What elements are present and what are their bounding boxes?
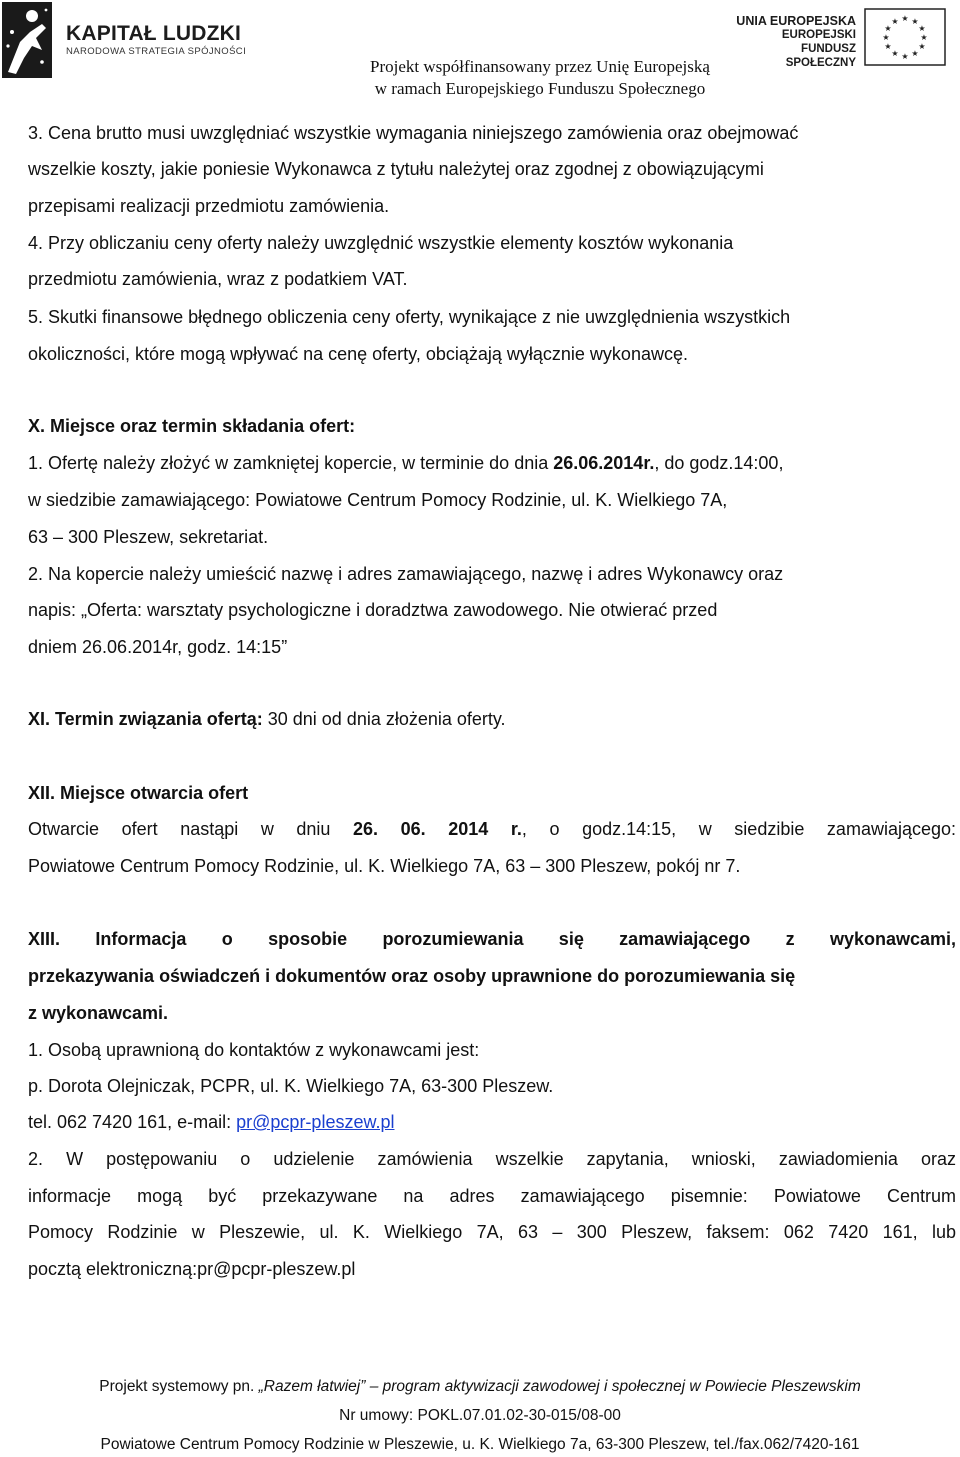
section-x-deadline-date: 26.06.2014r. <box>553 453 655 473</box>
svg-text:★: ★ <box>918 42 926 51</box>
svg-text:★: ★ <box>891 49 899 58</box>
section-x-p1-line-3: 63 – 300 Pleszew, sekretariat. <box>28 527 269 547</box>
svg-text:★: ★ <box>901 14 909 23</box>
footer-project-title: „Razem łatwiej” – program aktywizacji zawodowej i społecznej w Powiecie Pleszewskim <box>258 1378 861 1395</box>
section-x-heading: X. Miejsce oraz termin składania ofert: <box>28 416 356 436</box>
footer-address: Powiatowe Centrum Pomocy Rodzinie w Pleszewie, u. K. Wielkiego 7a, 63-300 Pleszew, tel./fax.062/7420-161 <box>100 1436 860 1453</box>
svg-text:★: ★ <box>911 17 919 26</box>
eu-line-3: FUNDUSZ SPOŁECZNY <box>785 43 856 69</box>
cofinancing-note <box>290 56 790 100</box>
section-xiii-p1-line-1: 1. Osobą uprawnioną do kontaktów z wykonawcami jest: <box>28 1040 480 1060</box>
section-xiii-p2-line-1: 2. W postępowaniu o udzielenie zamówienia wszelkie zapytania, wnioski, zawiadomienia oraz <box>28 1149 956 1169</box>
contact-email-link[interactable]: pr@pcpr-pleszew.pl <box>236 1112 395 1132</box>
section-xii-heading: XII. Miejsce otwarcia ofert <box>28 783 249 803</box>
para-3-line-1: 3. Cena brutto musi uwzględniać wszystkie wymagania niniejszego zamówienia oraz obejmować <box>28 123 799 143</box>
para-5-line-1: 5. Skutki finansowe błędnego obliczenia ceny oferty, wynikające z nie uwzględnienia wszystkich <box>28 307 791 327</box>
para-4-line-2: przedmiotu zamówienia, wraz z podatkiem VAT. <box>28 269 408 289</box>
footer-project-line <box>0 1377 960 1397</box>
section-xiii-p1-line-3 <box>28 1111 394 1133</box>
svg-text:★: ★ <box>884 42 892 51</box>
kapital-ludzki-emblem-icon <box>2 2 60 80</box>
section-xii-line-2: Powiatowe Centrum Pomocy Rodzinie, ul. K. Wielkiego 7A, 63 – 300 Pleszew, pokój nr 7. <box>28 856 741 876</box>
section-xii-text-b: , o godz.14:15, w siedzibie zamawiającego: <box>521 819 957 839</box>
section-x-p2-line-1: 2. Na kopercie należy umieścić nazwę i adres zamawiającego, nazwę i adres Wykonawcy oraz <box>28 564 784 584</box>
section-x-p2-line-2: napis: „Oferta: warsztaty psychologiczne i doradztwa zawodowego. Nie otwierać przed <box>28 600 718 620</box>
contact-phone-text: tel. 062 7420 161, e-mail: <box>28 1112 237 1132</box>
para-4-line-1: 4. Przy obliczaniu ceny oferty należy uwzględnić wszystkie elementy kosztów wykonania <box>28 233 734 253</box>
cofinancing-line-1: Projekt współfinansowany przez Unię Europejską <box>370 57 710 76</box>
eu-line-2: EUROPEJSKI <box>781 29 856 41</box>
svg-text:★: ★ <box>911 49 919 58</box>
para-5-line-2: okoliczności, które mogą wpływać na cenę oferty, obciążają wyłącznie wykonawcę. <box>28 344 688 364</box>
section-xiii-p1-line-2: p. Dorota Olejniczak, PCPR, ul. K. Wielkiego 7A, 63-300 Pleszew. <box>28 1076 554 1096</box>
cofinancing-line-2: w ramach Europejskiego Funduszu Społecznego <box>374 79 706 98</box>
section-xiii-heading-line-3: z wykonawcami. <box>28 1003 169 1023</box>
section-x-p2-line-3: dniem 26.06.2014r, godz. 14:15” <box>28 637 288 657</box>
section-xii-opening-date: 26. 06. 2014 r. <box>353 819 522 839</box>
footer-project-prefix: Projekt systemowy pn. <box>99 1378 259 1395</box>
section-xii-text-a: Otwarcie ofert nastąpi w dniu <box>28 819 354 839</box>
section-xii-line-1 <box>28 818 956 840</box>
svg-text:★: ★ <box>882 33 890 42</box>
section-x-p1-text: 1. Ofertę należy złożyć w zamkniętej kopercie, w terminie do dnia <box>28 453 554 473</box>
svg-text:★: ★ <box>920 33 928 42</box>
section-xiii-p2-line-4: pocztą elektroniczną:pr@pcpr-pleszew.pl <box>28 1259 356 1279</box>
para-3-line-2: wszelkie koszty, jakie poniesie Wykonawca z tytułu należytej oraz zgodnej z obowiązującymi <box>28 159 764 179</box>
logo-left-title: KAPITAŁ LUDZKI <box>66 22 242 45</box>
kapital-ludzki-logo <box>2 2 252 80</box>
section-xiii-heading-line-1: XIII. Informacja o sposobie porozumiewania się zamawiającego z wykonawcami, <box>28 929 956 949</box>
section-xiii-p2-line-3: Pomocy Rodzinie w Pleszewie, ul. K. Wielkiego 7A, 63 – 300 Pleszew, faksem: 062 7420 161, lub <box>28 1222 956 1242</box>
svg-text:★: ★ <box>901 52 909 61</box>
logo-left-subtitle: NARODOWA STRATEGIA SPÓJNOŚCI <box>66 46 247 57</box>
section-xi-heading: XI. Termin związania ofertą: <box>28 709 263 729</box>
para-3-line-3: przepisami realizacji przedmiotu zamówienia. <box>28 196 390 216</box>
section-x-deadline-time: , do godz.14:00, <box>654 453 784 473</box>
section-xi-text: 30 dni od dnia złożenia oferty. <box>262 709 506 729</box>
svg-text:★: ★ <box>891 17 899 26</box>
section-x-p1-line-2: w siedzibie zamawiającego: Powiatowe Centrum Pomocy Rodzinie, ul. K. Wielkiego 7A, <box>28 490 728 510</box>
section-xiii-p2-line-2: informacje mogą być przekazywane na adres zamawiającego pisemnie: Powiatowe Centrum <box>28 1186 956 1206</box>
footer-contract-number: Nr umowy: POKL.07.01.02-30-015/08-00 <box>339 1407 621 1424</box>
svg-text:★: ★ <box>918 24 926 33</box>
section-x-p1-line-1 <box>28 452 783 474</box>
section-xiii-heading-line-2: przekazywania oświadczeń i dokumentów oraz osoby uprawnione do porozumiewania się <box>28 966 796 986</box>
section-xi-line <box>28 708 506 730</box>
svg-text:★: ★ <box>884 24 892 33</box>
eu-flag-icon <box>864 8 946 66</box>
page-header <box>0 0 960 105</box>
eu-line-1: UNIA EUROPEJSKA <box>736 14 856 28</box>
